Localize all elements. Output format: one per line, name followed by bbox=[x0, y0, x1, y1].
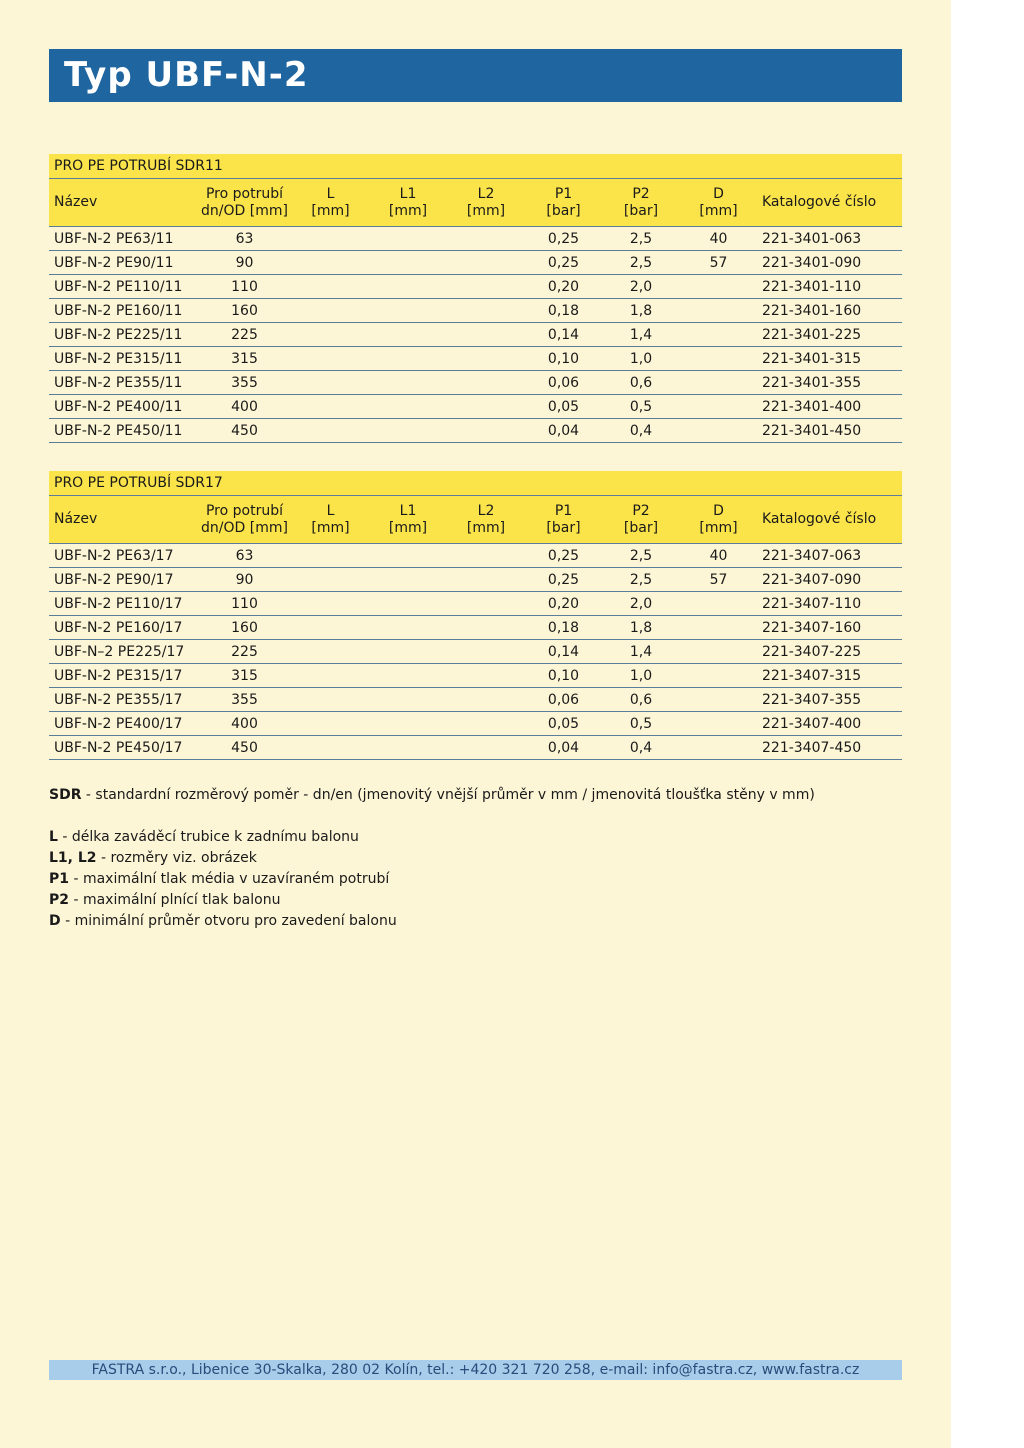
length-l2-cell bbox=[447, 227, 525, 251]
length-l1-cell bbox=[369, 347, 447, 371]
pipe-size-cell: 90 bbox=[197, 568, 292, 592]
column-header-pipe: Pro potrubí dn/OD [mm] bbox=[197, 496, 292, 544]
pressure-p1-cell: 0,10 bbox=[525, 664, 602, 688]
hole-diameter-cell bbox=[680, 592, 757, 616]
column-header-name: Název bbox=[49, 179, 197, 227]
hole-diameter-cell bbox=[680, 688, 757, 712]
product-name-cell: UBF-N-2 PE400/17 bbox=[49, 712, 197, 736]
column-header-catalog: Katalogové číslo bbox=[757, 179, 902, 227]
length-l1-cell bbox=[369, 323, 447, 347]
pressure-p1-cell: 0,04 bbox=[525, 736, 602, 760]
hole-diameter-cell bbox=[680, 664, 757, 688]
legend-term: D bbox=[49, 913, 61, 929]
length-l-cell bbox=[292, 299, 369, 323]
pressure-p1-cell: 0,25 bbox=[525, 251, 602, 275]
catalog-number-cell: 221-3401-315 bbox=[757, 347, 902, 371]
length-l-cell bbox=[292, 371, 369, 395]
spacer bbox=[49, 806, 909, 827]
length-l2-cell bbox=[447, 251, 525, 275]
length-l2-cell bbox=[447, 419, 525, 443]
product-name-cell: UBF-N-2 PE110/11 bbox=[49, 275, 197, 299]
pipe-size-cell: 160 bbox=[197, 616, 292, 640]
pipe-size-cell: 225 bbox=[197, 323, 292, 347]
column-header-l1: L1 [mm] bbox=[369, 496, 447, 544]
product-name-cell: UBF-N-2 PE400/11 bbox=[49, 395, 197, 419]
catalog-number-cell: 221-3407-450 bbox=[757, 736, 902, 760]
length-l-cell bbox=[292, 227, 369, 251]
length-l1-cell bbox=[369, 251, 447, 275]
hole-diameter-cell bbox=[680, 395, 757, 419]
spec-table-sdr17 bbox=[49, 471, 902, 760]
table-row bbox=[49, 323, 902, 347]
hole-diameter-cell: 40 bbox=[680, 544, 757, 568]
column-header-l: L [mm] bbox=[292, 179, 369, 227]
pipe-size-cell: 160 bbox=[197, 299, 292, 323]
length-l-cell bbox=[292, 664, 369, 688]
hole-diameter-cell bbox=[680, 419, 757, 443]
table-row bbox=[49, 371, 902, 395]
table-section-heading: PRO PE POTRUBÍ SDR17 bbox=[49, 471, 902, 496]
legend-note bbox=[49, 869, 909, 890]
pipe-size-cell: 450 bbox=[197, 419, 292, 443]
pressure-p2-cell: 1,8 bbox=[602, 299, 680, 323]
length-l1-cell bbox=[369, 616, 447, 640]
pipe-size-cell: 450 bbox=[197, 736, 292, 760]
product-name-cell: UBF-N-2 PE225/11 bbox=[49, 323, 197, 347]
length-l1-cell bbox=[369, 395, 447, 419]
pressure-p2-cell: 2,5 bbox=[602, 251, 680, 275]
product-name-cell: UBF-N-2 PE63/17 bbox=[49, 544, 197, 568]
length-l1-cell bbox=[369, 664, 447, 688]
legend-note bbox=[49, 848, 909, 869]
pressure-p1-cell: 0,25 bbox=[525, 568, 602, 592]
pressure-p1-cell: 0,06 bbox=[525, 688, 602, 712]
column-header-l: L [mm] bbox=[292, 496, 369, 544]
product-name-cell: UBF-N-2 PE450/17 bbox=[49, 736, 197, 760]
length-l-cell bbox=[292, 592, 369, 616]
length-l-cell bbox=[292, 347, 369, 371]
column-header-p2: P2 [bar] bbox=[602, 496, 680, 544]
catalog-number-cell: 221-3401-400 bbox=[757, 395, 902, 419]
length-l1-cell bbox=[369, 544, 447, 568]
length-l-cell bbox=[292, 568, 369, 592]
pressure-p2-cell: 0,4 bbox=[602, 419, 680, 443]
pipe-size-cell: 90 bbox=[197, 251, 292, 275]
table-row bbox=[49, 227, 902, 251]
pressure-p2-cell: 0,6 bbox=[602, 688, 680, 712]
pipe-size-cell: 400 bbox=[197, 395, 292, 419]
legend-note bbox=[49, 827, 909, 848]
legend-description: - délka zaváděcí trubice k zadnímu balonu bbox=[57, 829, 359, 845]
length-l-cell bbox=[292, 395, 369, 419]
hole-diameter-cell: 40 bbox=[680, 227, 757, 251]
catalog-number-cell: 221-3401-450 bbox=[757, 419, 902, 443]
length-l-cell bbox=[292, 688, 369, 712]
column-header-l2: L2 [mm] bbox=[447, 179, 525, 227]
catalog-number-cell: 221-3401-110 bbox=[757, 275, 902, 299]
hole-diameter-cell bbox=[680, 371, 757, 395]
column-header-name: Název bbox=[49, 496, 197, 544]
product-name-cell: UBF-N-2 PE90/11 bbox=[49, 251, 197, 275]
catalog-number-cell: 221-3407-355 bbox=[757, 688, 902, 712]
length-l1-cell bbox=[369, 736, 447, 760]
hole-diameter-cell bbox=[680, 347, 757, 371]
column-header-catalog: Katalogové číslo bbox=[757, 496, 902, 544]
catalog-number-cell: 221-3407-110 bbox=[757, 592, 902, 616]
pressure-p1-cell: 0,05 bbox=[525, 395, 602, 419]
pipe-size-cell: 355 bbox=[197, 371, 292, 395]
hole-diameter-cell bbox=[680, 736, 757, 760]
table-row bbox=[49, 616, 902, 640]
length-l2-cell bbox=[447, 275, 525, 299]
column-header-p2: P2 [bar] bbox=[602, 179, 680, 227]
length-l1-cell bbox=[369, 419, 447, 443]
hole-diameter-cell bbox=[680, 616, 757, 640]
length-l2-cell bbox=[447, 371, 525, 395]
length-l2-cell bbox=[447, 664, 525, 688]
product-name-cell: UBF-N-2 PE160/17 bbox=[49, 616, 197, 640]
pressure-p1-cell: 0,10 bbox=[525, 347, 602, 371]
length-l2-cell bbox=[447, 568, 525, 592]
pressure-p2-cell: 1,0 bbox=[602, 664, 680, 688]
pressure-p2-cell: 2,0 bbox=[602, 275, 680, 299]
pressure-p2-cell: 0,6 bbox=[602, 371, 680, 395]
legend-notes bbox=[49, 785, 909, 932]
length-l-cell bbox=[292, 736, 369, 760]
product-name-cell: UBF-N-2 PE160/11 bbox=[49, 299, 197, 323]
length-l2-cell bbox=[447, 323, 525, 347]
table-body bbox=[49, 544, 902, 760]
length-l2-cell bbox=[447, 640, 525, 664]
legend-description: - minimální průměr otvoru pro zavedení balonu bbox=[60, 913, 397, 929]
hole-diameter-cell bbox=[680, 323, 757, 347]
product-name-cell: UBF-N-2 PE90/17 bbox=[49, 568, 197, 592]
pipe-size-cell: 110 bbox=[197, 592, 292, 616]
table-row bbox=[49, 251, 902, 275]
hole-diameter-cell: 57 bbox=[680, 251, 757, 275]
title-banner bbox=[49, 49, 902, 102]
pressure-p1-cell: 0,06 bbox=[525, 371, 602, 395]
length-l1-cell bbox=[369, 227, 447, 251]
legend-note bbox=[49, 890, 909, 911]
pipe-size-cell: 63 bbox=[197, 544, 292, 568]
column-header-pipe: Pro potrubí dn/OD [mm] bbox=[197, 179, 292, 227]
legend-description: - standardní rozměrový poměr - dn/en (jmenovitý vnější průměr v mm / jmenovitá tloušťka stěny v mm) bbox=[81, 787, 815, 803]
length-l-cell bbox=[292, 275, 369, 299]
product-name-cell: UBF-N-2 PE355/17 bbox=[49, 688, 197, 712]
catalog-number-cell: 221-3401-355 bbox=[757, 371, 902, 395]
catalog-number-cell: 221-3401-225 bbox=[757, 323, 902, 347]
pressure-p1-cell: 0,18 bbox=[525, 616, 602, 640]
length-l2-cell bbox=[447, 395, 525, 419]
legend-description: - rozměry viz. obrázek bbox=[96, 850, 257, 866]
length-l-cell bbox=[292, 616, 369, 640]
catalog-number-cell: 221-3407-160 bbox=[757, 616, 902, 640]
pressure-p2-cell: 0,4 bbox=[602, 736, 680, 760]
length-l-cell bbox=[292, 251, 369, 275]
column-header-d: D [mm] bbox=[680, 496, 757, 544]
table-row bbox=[49, 419, 902, 443]
pressure-p1-cell: 0,18 bbox=[525, 299, 602, 323]
product-name-cell: UBF-N–2 PE225/17 bbox=[49, 640, 197, 664]
pipe-size-cell: 355 bbox=[197, 688, 292, 712]
column-header-p1: P1 [bar] bbox=[525, 496, 602, 544]
pressure-p2-cell: 2,0 bbox=[602, 592, 680, 616]
length-l-cell bbox=[292, 712, 369, 736]
pressure-p1-cell: 0,14 bbox=[525, 640, 602, 664]
catalog-number-cell: 221-3407-225 bbox=[757, 640, 902, 664]
length-l1-cell bbox=[369, 275, 447, 299]
pressure-p1-cell: 0,25 bbox=[525, 227, 602, 251]
table-body bbox=[49, 227, 902, 443]
product-name-cell: UBF-N-2 PE355/11 bbox=[49, 371, 197, 395]
hole-diameter-cell bbox=[680, 640, 757, 664]
length-l2-cell bbox=[447, 688, 525, 712]
pressure-p2-cell: 1,4 bbox=[602, 323, 680, 347]
length-l2-cell bbox=[447, 616, 525, 640]
legend-term: SDR bbox=[49, 787, 82, 803]
length-l1-cell bbox=[369, 568, 447, 592]
column-header-p1: P1 [bar] bbox=[525, 179, 602, 227]
product-name-cell: UBF-N-2 PE315/17 bbox=[49, 664, 197, 688]
catalog-number-cell: 221-3407-400 bbox=[757, 712, 902, 736]
table-row bbox=[49, 347, 902, 371]
hole-diameter-cell bbox=[680, 299, 757, 323]
pressure-p2-cell: 0,5 bbox=[602, 712, 680, 736]
length-l-cell bbox=[292, 544, 369, 568]
hole-diameter-cell: 57 bbox=[680, 568, 757, 592]
pressure-p1-cell: 0,05 bbox=[525, 712, 602, 736]
length-l2-cell bbox=[447, 736, 525, 760]
length-l-cell bbox=[292, 419, 369, 443]
pressure-p2-cell: 2,5 bbox=[602, 227, 680, 251]
table-row bbox=[49, 712, 902, 736]
catalog-number-cell: 221-3407-315 bbox=[757, 664, 902, 688]
pressure-p2-cell: 1,0 bbox=[602, 347, 680, 371]
pressure-p2-cell: 2,5 bbox=[602, 568, 680, 592]
column-header-l2: L2 [mm] bbox=[447, 496, 525, 544]
legend-description: - maximální tlak média v uzavíraném potrubí bbox=[69, 871, 390, 887]
pipe-size-cell: 315 bbox=[197, 347, 292, 371]
page-title: Typ UBF-N-2 bbox=[64, 55, 309, 95]
column-header-d: D [mm] bbox=[680, 179, 757, 227]
table-row bbox=[49, 275, 902, 299]
length-l2-cell bbox=[447, 544, 525, 568]
legend-description: - maximální plnící tlak balonu bbox=[69, 892, 281, 908]
product-name-cell: UBF-N-2 PE110/17 bbox=[49, 592, 197, 616]
product-name-cell: UBF-N-2 PE63/11 bbox=[49, 227, 197, 251]
length-l2-cell bbox=[447, 592, 525, 616]
table-section-heading: PRO PE POTRUBÍ SDR11 bbox=[49, 154, 902, 179]
table-row bbox=[49, 736, 902, 760]
pressure-p1-cell: 0,25 bbox=[525, 544, 602, 568]
hole-diameter-cell bbox=[680, 712, 757, 736]
catalog-number-cell: 221-3407-063 bbox=[757, 544, 902, 568]
length-l1-cell bbox=[369, 592, 447, 616]
pressure-p2-cell: 0,5 bbox=[602, 395, 680, 419]
footer-contact: FASTRA s.r.o., Libenice 30-Skalka, 280 02 Kolín, tel.: +420 321 720 258, e-mail: info@fastra.cz, www.fastra.cz bbox=[49, 1360, 902, 1380]
length-l2-cell bbox=[447, 299, 525, 323]
table-row bbox=[49, 568, 902, 592]
pipe-size-cell: 400 bbox=[197, 712, 292, 736]
table-row bbox=[49, 395, 902, 419]
pressure-p1-cell: 0,20 bbox=[525, 275, 602, 299]
catalog-number-cell: 221-3401-063 bbox=[757, 227, 902, 251]
table-row bbox=[49, 592, 902, 616]
table-row bbox=[49, 640, 902, 664]
table-row bbox=[49, 664, 902, 688]
legend-term: P1 bbox=[49, 871, 70, 887]
column-header-l1: L1 [mm] bbox=[369, 179, 447, 227]
legend-note bbox=[49, 785, 909, 806]
product-name-cell: UBF-N-2 PE450/11 bbox=[49, 419, 197, 443]
hole-diameter-cell bbox=[680, 275, 757, 299]
catalog-number-cell: 221-3401-160 bbox=[757, 299, 902, 323]
pipe-size-cell: 110 bbox=[197, 275, 292, 299]
product-name-cell: UBF-N-2 PE315/11 bbox=[49, 347, 197, 371]
legend-term: P2 bbox=[49, 892, 70, 908]
pressure-p2-cell: 2,5 bbox=[602, 544, 680, 568]
pressure-p1-cell: 0,04 bbox=[525, 419, 602, 443]
length-l1-cell bbox=[369, 688, 447, 712]
pipe-size-cell: 63 bbox=[197, 227, 292, 251]
catalog-number-cell: 221-3401-090 bbox=[757, 251, 902, 275]
legend-term: L1, L2 bbox=[49, 850, 97, 866]
spec-table-sdr11 bbox=[49, 154, 902, 443]
length-l1-cell bbox=[369, 640, 447, 664]
length-l2-cell bbox=[447, 712, 525, 736]
legend-term: L bbox=[49, 829, 58, 845]
length-l2-cell bbox=[447, 347, 525, 371]
pressure-p2-cell: 1,4 bbox=[602, 640, 680, 664]
pressure-p1-cell: 0,20 bbox=[525, 592, 602, 616]
legend-note bbox=[49, 911, 909, 932]
length-l1-cell bbox=[369, 712, 447, 736]
catalog-number-cell: 221-3407-090 bbox=[757, 568, 902, 592]
table-row bbox=[49, 688, 902, 712]
pressure-p2-cell: 1,8 bbox=[602, 616, 680, 640]
table-row bbox=[49, 299, 902, 323]
length-l-cell bbox=[292, 323, 369, 347]
pipe-size-cell: 315 bbox=[197, 664, 292, 688]
table-row bbox=[49, 544, 902, 568]
pipe-size-cell: 225 bbox=[197, 640, 292, 664]
length-l-cell bbox=[292, 640, 369, 664]
length-l1-cell bbox=[369, 299, 447, 323]
length-l1-cell bbox=[369, 371, 447, 395]
pressure-p1-cell: 0,14 bbox=[525, 323, 602, 347]
